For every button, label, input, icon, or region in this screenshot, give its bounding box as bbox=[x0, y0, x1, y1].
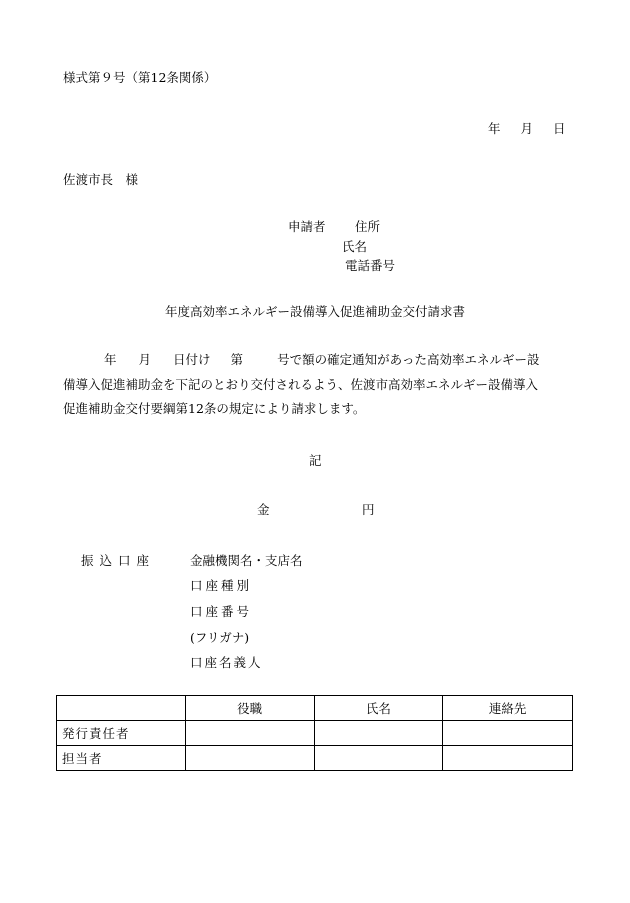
date-month: 月 bbox=[520, 121, 534, 136]
form-number: 様式第９号（第12条関係） bbox=[63, 70, 217, 85]
applicant-phone-label: 電話番号 bbox=[345, 258, 396, 273]
table-header-name: 氏名 bbox=[314, 696, 443, 721]
table-header-contact: 連絡先 bbox=[443, 696, 573, 721]
ki-heading: 記 bbox=[309, 453, 322, 468]
table-header-row bbox=[57, 696, 573, 721]
applicant-label: 申請者 bbox=[288, 219, 326, 234]
bank-name-label: 金融機関名・支店名 bbox=[190, 553, 303, 568]
amount-yen-label: 円 bbox=[362, 502, 375, 517]
table-header-position: 役職 bbox=[185, 696, 314, 721]
table-row bbox=[57, 746, 573, 771]
table-cell bbox=[314, 721, 443, 746]
table-header-cell bbox=[57, 696, 186, 721]
body-year: 年 bbox=[104, 352, 117, 367]
body-line-1 bbox=[63, 348, 573, 373]
table-cell bbox=[185, 721, 314, 746]
table-cell bbox=[314, 746, 443, 771]
applicant-name-label: 氏名 bbox=[342, 239, 368, 254]
addressee: 佐渡市長 様 bbox=[63, 172, 139, 187]
account-type-label: 口座種別 bbox=[190, 578, 253, 593]
account-number-label: 口座番号 bbox=[190, 604, 253, 619]
body-month: 月 bbox=[138, 352, 152, 367]
date-line bbox=[488, 119, 566, 137]
row-label-person-in-charge: 担当者 bbox=[57, 746, 186, 771]
body-line-3: 促進補助金交付要綱第12条の規定により請求します。 bbox=[63, 401, 366, 416]
applicant-address-label: 住所 bbox=[355, 219, 381, 234]
request-body-text bbox=[63, 348, 573, 422]
body-day-dated: 日付け bbox=[173, 352, 211, 367]
bank-transfer-heading: 振込口座 bbox=[81, 553, 156, 568]
body-line-1-rest: 号で額の確定通知があった高効率エネルギー設 bbox=[277, 352, 540, 367]
document-title: 年度高効率エネルギー設備導入促進補助金交付請求書 bbox=[164, 304, 465, 319]
date-day: 日 bbox=[553, 121, 566, 136]
table-cell bbox=[443, 721, 573, 746]
staff-table bbox=[56, 695, 573, 771]
table-cell bbox=[443, 746, 573, 771]
table-row bbox=[57, 721, 573, 746]
furigana-label: (フリガナ) bbox=[190, 630, 250, 645]
table-cell bbox=[185, 746, 314, 771]
row-label-issuer: 発行責任者 bbox=[57, 721, 186, 746]
date-year: 年 bbox=[488, 121, 501, 136]
amount-kin-label: 金 bbox=[257, 502, 270, 517]
account-holder-label: 口座名義人 bbox=[190, 655, 263, 670]
body-line-2: 備導入促進補助金を下記のとおり交付されるよう、佐渡市高効率エネルギー設備導入 bbox=[63, 376, 539, 392]
body-dai: 第 bbox=[230, 352, 244, 367]
